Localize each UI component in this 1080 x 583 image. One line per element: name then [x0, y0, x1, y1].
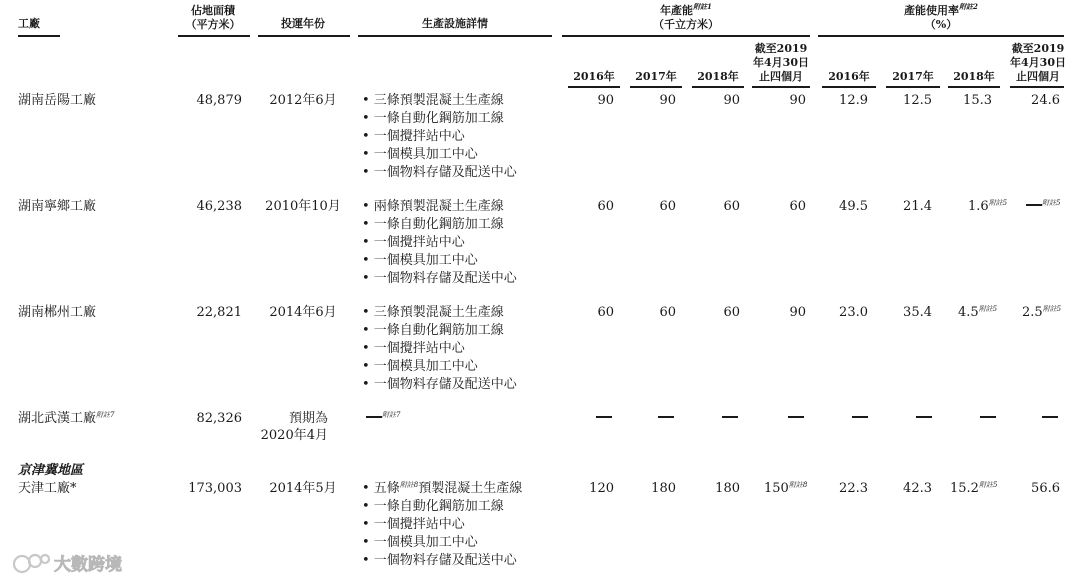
util-2019 — [1042, 410, 1058, 427]
rule-facility — [358, 35, 552, 37]
cap-2018: 90 — [723, 93, 740, 108]
cap-2019: 90 — [789, 93, 806, 108]
rule-cap-2018 — [692, 86, 744, 88]
dash-mark — [658, 416, 674, 418]
util-period-2017: 2017年 — [892, 70, 934, 83]
cap-2017: 60 — [659, 199, 676, 214]
rule-util-2018 — [948, 86, 1000, 88]
cap-2016: 60 — [597, 199, 614, 214]
facility-list: • 三條預製混凝土生產線 • 一條自動化鋼筋加工線 • 一個攪拌站中心 • 一個模具加工中心 • 一個物料存儲及配送中心 — [362, 93, 517, 180]
dash-mark — [980, 416, 996, 418]
area-value: 46,238 — [196, 199, 242, 214]
cap-2018: 60 — [723, 199, 740, 214]
dash-mark — [852, 416, 868, 418]
factory-name: 天津工廠* — [18, 481, 77, 496]
rule-capacity — [562, 35, 810, 37]
cap-2016: 60 — [597, 305, 614, 320]
cap-period-2019: 截至2019 年4月30日 止四個月 — [753, 42, 809, 83]
util-2018 — [980, 410, 996, 427]
rule-factory — [18, 35, 60, 37]
area-value: 82,326 — [196, 411, 242, 426]
cap-2017: 180 — [651, 481, 676, 496]
util-2016: 49.5 — [839, 199, 868, 214]
dash-mark — [1042, 416, 1058, 418]
cap-2018: 60 — [723, 305, 740, 320]
rule-utilization — [818, 35, 1064, 37]
util-2017: 35.4 — [903, 305, 932, 320]
util-2019: $2.5^{附註5}$ — [1022, 305, 1062, 320]
year-value: 預期為 2020年4月 — [260, 411, 328, 443]
rule-cap-2016 — [568, 86, 620, 88]
facility-dash: 附註7 — [366, 410, 400, 427]
factory-name: 湖南寧鄉工廠 — [18, 199, 97, 214]
cap-2017 — [658, 410, 674, 427]
dash-mark — [788, 416, 804, 418]
cap-2016: 120 — [589, 481, 614, 496]
facility-list: • 五條$^{附註8}$預製混凝土生產線 • 一條自動化鋼筋加工線 • 一個攪拌站中心 • 一個模具加工中心 • 一個物料存儲及配送中心 — [362, 481, 523, 568]
util-2017: 21.4 — [903, 199, 932, 214]
header-utilization: 產能使用率$^{附註2}$ （%） — [904, 2, 978, 31]
cap-2016: 90 — [597, 93, 614, 108]
rule-area — [178, 35, 250, 37]
facility-list: • 兩條預製混凝土生產線 • 一條自動化鋼筋加工線 • 一個攪拌站中心 • 一個模具加工中心 • 一個物料存儲及配送中心 — [362, 199, 517, 286]
dash-mark — [1026, 204, 1042, 206]
util-2019: 24.6 — [1031, 93, 1060, 108]
dash-mark — [916, 416, 932, 418]
util-2018: $15.2^{附註5}$ — [950, 481, 998, 496]
area-value: 48,879 — [196, 93, 242, 108]
util-2018: $1.6^{附註5}$ — [968, 199, 1008, 214]
factory-name: 湖南郴州工廠 — [18, 305, 97, 320]
watermark-text: 大數跨境 — [54, 555, 122, 575]
cap-2019 — [788, 410, 804, 427]
util-2018: 15.3 — [963, 93, 992, 108]
dash-mark — [722, 416, 738, 418]
util-2018: $4.5^{附註5}$ — [958, 305, 998, 320]
dash-mark — [366, 416, 382, 418]
util-2019: 附註5 — [1026, 198, 1060, 215]
rule-cap-2017 — [630, 86, 682, 88]
header-facility: 生產設施詳情 — [422, 17, 488, 30]
rule-util-2017 — [886, 86, 940, 88]
util-2017: 42.3 — [903, 481, 932, 496]
util-2016 — [852, 410, 868, 427]
facility-list: • 三條預製混凝土生產線 • 一條自動化鋼筋加工線 • 一個攪拌站中心 • 一個模具加工中心 • 一個物料存儲及配送中心 — [362, 305, 517, 392]
cap-2017: 60 — [659, 305, 676, 320]
util-period-2016: 2016年 — [828, 70, 870, 83]
area-value: 173,003 — [188, 481, 242, 496]
header-area: 佔地面積 （平方米） — [185, 4, 241, 31]
util-period-2018: 2018年 — [953, 70, 995, 83]
header-capacity: 年產能$^{附註1}$ （千立方米） — [653, 2, 719, 31]
util-2017: 12.5 — [903, 93, 932, 108]
year-value: 2014年6月 — [269, 305, 337, 320]
cap-2019: 60 — [789, 199, 806, 214]
factory-name: 湖北武漢工廠$^{附註7}$ — [18, 411, 115, 426]
util-period-2019: 截至2019 年4月30日 止四個月 — [1010, 42, 1066, 83]
watermark-glyph — [14, 555, 49, 572]
cap-period-2017: 2017年 — [635, 70, 677, 83]
dash-mark — [596, 416, 612, 418]
cap-2016 — [596, 410, 612, 427]
rule-year — [258, 35, 350, 37]
rule-cap-2019 — [752, 86, 810, 88]
util-2016: 22.3 — [839, 481, 868, 496]
header-factory: 工廠 — [18, 17, 40, 30]
cap-period-2018: 2018年 — [697, 70, 739, 83]
cap-2017: 90 — [659, 93, 676, 108]
year-value: 2010年10月 — [265, 199, 341, 214]
watermark-logo — [10, 548, 145, 578]
rule-util-2019 — [1010, 86, 1064, 88]
rule-util-2016 — [822, 86, 876, 88]
factory-name: 湖南岳陽工廠 — [18, 93, 97, 108]
year-value: 2014年5月 — [269, 481, 337, 496]
cap-2019: $150^{附註8}$ — [764, 481, 808, 496]
cap-period-2016: 2016年 — [573, 70, 615, 83]
util-2019: 56.6 — [1031, 481, 1060, 496]
cap-2018: 180 — [715, 481, 740, 496]
util-2016: 23.0 — [839, 305, 868, 320]
area-value: 22,821 — [196, 305, 242, 320]
util-2016: 12.9 — [839, 93, 868, 108]
year-value: 2012年6月 — [269, 93, 337, 108]
util-2017 — [916, 410, 932, 427]
region-heading: 京津冀地區 — [18, 463, 84, 478]
cap-2019: 90 — [789, 305, 806, 320]
header-year: 投運年份 — [281, 17, 325, 30]
cap-2018 — [722, 410, 738, 427]
